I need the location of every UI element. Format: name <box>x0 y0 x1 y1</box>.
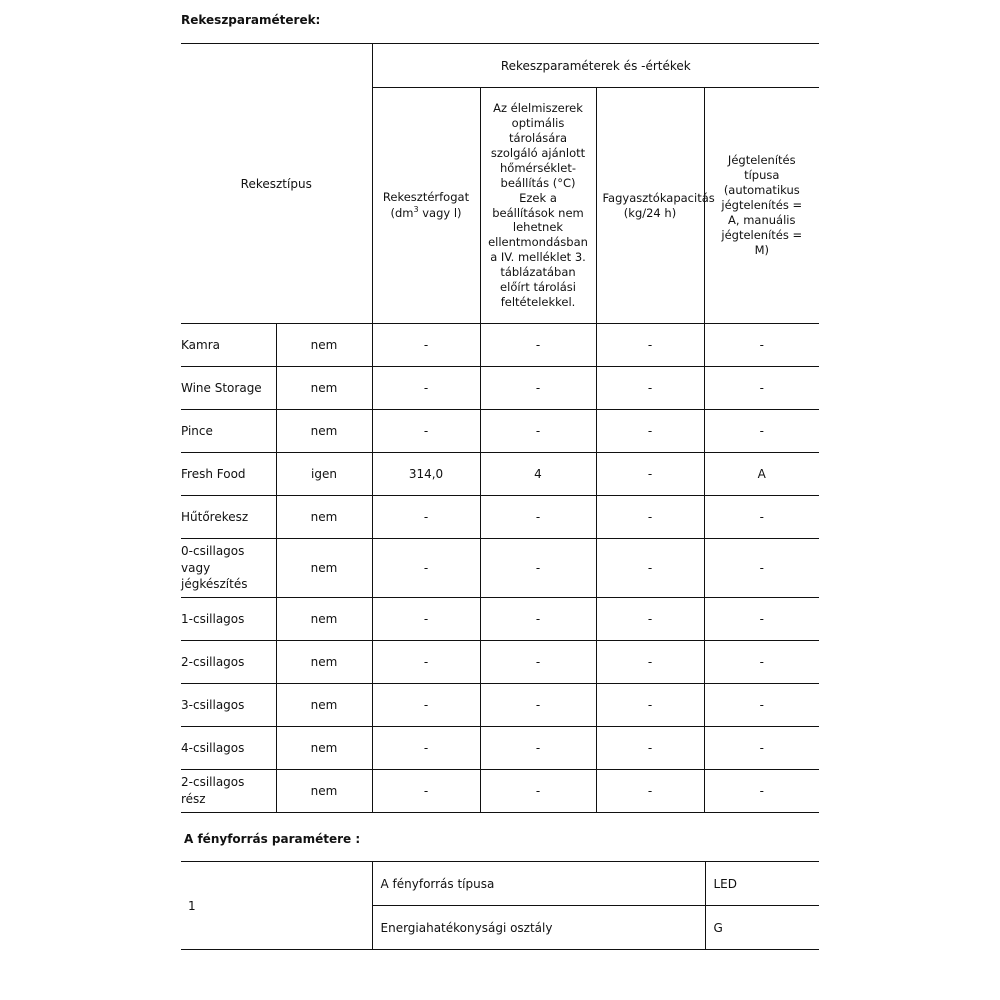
compartment-temperature: - <box>480 641 596 684</box>
table-row <box>181 539 819 598</box>
compartment-defrost: - <box>704 770 819 813</box>
header-compartment-type <box>181 44 372 324</box>
compartment-present: nem <box>276 727 372 770</box>
compartment-volume: - <box>372 367 480 410</box>
compartment-rows <box>181 324 819 813</box>
compartment-temperature: - <box>480 539 596 598</box>
header-volume-line2-post: vagy l) <box>418 205 462 220</box>
compartment-present: nem <box>276 684 372 727</box>
table-row <box>181 641 819 684</box>
compartment-present: igen <box>276 453 372 496</box>
compartment-temperature: - <box>480 598 596 641</box>
compartment-freezing-capacity: - <box>596 598 704 641</box>
light-source-label: A fényforrás típusa <box>372 862 705 906</box>
compartment-parameters-table <box>181 43 819 813</box>
compartment-temperature: - <box>480 770 596 813</box>
compartment-freezing-capacity: - <box>596 539 704 598</box>
compartment-volume: - <box>372 410 480 453</box>
compartment-volume: 314,0 <box>372 453 480 496</box>
compartment-defrost: - <box>704 684 819 727</box>
compartment-volume: - <box>372 496 480 539</box>
compartment-volume: - <box>372 641 480 684</box>
compartment-volume: - <box>372 324 480 367</box>
compartment-temperature: - <box>480 367 596 410</box>
compartment-present: nem <box>276 324 372 367</box>
compartment-name: Hűtőrekesz <box>181 496 276 539</box>
compartment-present: nem <box>276 496 372 539</box>
header-temperature: Az élelmiszerek optimális tárolására szolgáló ajánlott hőmérséklet-beállítás (°C) Ezek a beállítások nem lehetnek ellentmondásban a IV. melléklet 3. táblázatában előírt tárolási feltételekkel. <box>480 88 596 324</box>
header-group-params: Rekeszparaméterek és -értékek <box>372 44 819 88</box>
compartment-volume: - <box>372 727 480 770</box>
compartment-freezing-capacity: - <box>596 410 704 453</box>
compartment-temperature: - <box>480 727 596 770</box>
compartment-freezing-capacity: - <box>596 641 704 684</box>
table-row <box>181 453 819 496</box>
compartment-freezing-capacity: - <box>596 367 704 410</box>
compartment-name: Wine Storage <box>181 367 276 410</box>
table-row <box>181 684 819 727</box>
compartment-temperature: - <box>480 410 596 453</box>
compartment-name: Kamra <box>181 324 276 367</box>
compartment-present: nem <box>276 410 372 453</box>
compartment-freezing-capacity: - <box>596 453 704 496</box>
compartment-temperature: - <box>480 684 596 727</box>
section-title-light-source: A fényforrás paramétere : <box>184 832 361 846</box>
compartment-freezing-capacity: - <box>596 324 704 367</box>
compartment-present: nem <box>276 641 372 684</box>
compartment-name: 1-csillagos <box>181 598 276 641</box>
compartment-volume: - <box>372 770 480 813</box>
table-row <box>181 324 819 367</box>
header-freezing-capacity: Fagyasztókapacitás (kg/24 h) <box>596 88 704 324</box>
compartment-defrost: - <box>704 727 819 770</box>
compartment-name: 0-csillagos vagy jégkészítés <box>181 539 276 598</box>
light-source-table <box>181 861 819 950</box>
compartment-freezing-capacity: - <box>596 727 704 770</box>
header-volume-sup: 3 <box>413 205 419 215</box>
header-compartment-type-label: Rekesztípus <box>240 176 312 191</box>
compartment-defrost: - <box>704 641 819 684</box>
compartment-name: Fresh Food <box>181 453 276 496</box>
compartment-volume: - <box>372 539 480 598</box>
header-volume <box>372 88 480 324</box>
light-source-index: 1 <box>181 862 372 950</box>
compartment-freezing-capacity: - <box>596 496 704 539</box>
compartment-name: 3-csillagos <box>181 684 276 727</box>
header-defrost-type: Jégtelenítés típusa (automatikus jégtelenítés = A, manuális jégtelenítés = M) <box>704 88 819 324</box>
table-row <box>181 598 819 641</box>
compartment-name: 2-csillagos rész <box>181 770 276 813</box>
section-title-compartment-params: Rekeszparaméterek: <box>181 13 321 27</box>
compartment-temperature: 4 <box>480 453 596 496</box>
compartment-present: nem <box>276 539 372 598</box>
compartment-name: 4-csillagos <box>181 727 276 770</box>
compartment-defrost: - <box>704 324 819 367</box>
light-source-value: LED <box>705 862 819 906</box>
compartment-defrost: - <box>704 539 819 598</box>
energy-class-value: G <box>705 906 819 950</box>
header-volume-line1: Rekesztérfogat <box>382 190 470 205</box>
table-row <box>181 727 819 770</box>
compartment-volume: - <box>372 684 480 727</box>
compartment-defrost: - <box>704 367 819 410</box>
table-row <box>181 367 819 410</box>
compartment-freezing-capacity: - <box>596 684 704 727</box>
table-row <box>181 770 819 813</box>
compartment-name: 2-csillagos <box>181 641 276 684</box>
compartment-freezing-capacity: - <box>596 770 704 813</box>
compartment-name: Pince <box>181 410 276 453</box>
table-row <box>181 496 819 539</box>
compartment-temperature: - <box>480 496 596 539</box>
compartment-volume: - <box>372 598 480 641</box>
compartment-present: nem <box>276 367 372 410</box>
compartment-defrost: - <box>704 496 819 539</box>
compartment-present: nem <box>276 598 372 641</box>
compartment-defrost: - <box>704 410 819 453</box>
compartment-defrost: A <box>704 453 819 496</box>
compartment-present: nem <box>276 770 372 813</box>
energy-class-label: Energiahatékonysági osztály <box>372 906 705 950</box>
compartment-defrost: - <box>704 598 819 641</box>
header-volume-line2-pre: (dm <box>390 205 414 220</box>
compartment-temperature: - <box>480 324 596 367</box>
table-row <box>181 410 819 453</box>
